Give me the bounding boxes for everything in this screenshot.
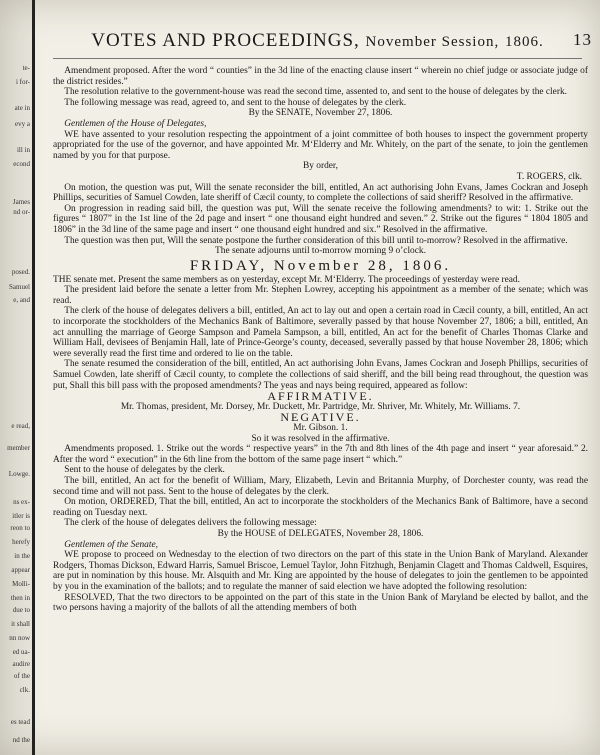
- gutter-fragment: Molli-: [12, 580, 30, 588]
- gutter-fragment: appear: [11, 566, 30, 574]
- text-line: Amendment proposed. After the word “ counties” in the 3d line of the enacting clause insert “ wherein no chief judge or associate judge of the district resides.”: [53, 66, 588, 87]
- text-line: WE have assented to your resolution respecting the appointment of a joint committee of both houses to inspect the government property appropriated for the use of the governor, and have appointed Mr. M‘Elderry and Mr. Whitely, on the part of the senate, to join the gentlemen named by you for that purpose.: [53, 129, 588, 161]
- text-line: By the HOUSE of DELEGATES, November 28, 1806.: [217, 528, 424, 539]
- header-title: VOTES AND PROCEEDINGS,: [91, 30, 360, 51]
- text-line: Mr. Gibson. 1.: [293, 423, 348, 433]
- page-header: [35, 30, 600, 58]
- text-line: Gentlemen of the House of Delegates,: [64, 118, 207, 129]
- document-body: [53, 66, 588, 614]
- gutter-fragment: herefy: [12, 538, 30, 546]
- left-page-gutter: [0, 0, 35, 755]
- gutter-fragment: it shall: [11, 620, 30, 628]
- text-line: The senate resumed the consideration of the bill, entitled, An act authorising John Evans, James Cockran and Joseph Phillips, securities of Samuel Cowden, late sheriff of Cæcil county, to complete the collections of said sheriff, and the bill being read throughout, the question was put, Shall this bill pass with the proposed amendments? The yeas and nays being required, appeared as follow:: [53, 359, 588, 391]
- gutter-fragment: ed ua-: [12, 648, 30, 656]
- text-line: So it was resolved in the affirmative.: [251, 433, 390, 444]
- gutter-fragment: itler is: [12, 512, 30, 520]
- text-line: The question was then put, Will the senate postpone the further consideration of this bill until to-morrow? Resolved in the affirmative.: [64, 235, 568, 246]
- text-line: WE propose to proceed on Wednesday to the election of two directors on the part of this state in the Union Bank of Maryland. Alexander Rodgers, Thomas Dickson, Edward Harris, Samuel Briscoe, Lemuel Taylor, John Fitzhugh, Benjamin Clagett and Thomas Caldwell, Esquires, are put in nomination by this house. Mr. Alsquith and Mr. King are appointed by the house of delegates to join the gentlemen to be appointed by you in the examination of the ballots; and to regulate the manner of said election we have adopted the following resolution:: [53, 550, 588, 592]
- gutter-fragment: es tead: [10, 718, 30, 726]
- gutter-fragment: e, and: [13, 296, 30, 304]
- gutter-fragment: audire: [12, 660, 30, 668]
- gutter-fragment: te-: [22, 64, 30, 72]
- text-line: Gentlemen of the Senate,: [64, 539, 158, 550]
- text-line: The senate adjourns until to-morrow morning 9 o’clock.: [215, 246, 426, 257]
- text-line: RESOLVED, That the two directors to be appointed on the part of this state in the Union Bank of Maryland be elected by ballot, and the two persons having a majority of the ballots of all the attending members of both: [53, 592, 588, 614]
- gutter-fragment: evy a: [15, 120, 30, 128]
- header-rule: [53, 58, 582, 59]
- text-line: THE senate met. Present the same members as on yesterday, except Mr. M‘Elderry. The proceedings of yesterday were read.: [53, 274, 520, 285]
- gutter-fragment: nn now: [9, 634, 30, 642]
- header-session: November Session,: [365, 34, 500, 50]
- text-line: Amendments proposed. 1. Strike out the words “ respective years” in the 7th and 8th lines of the 4th page and insert “ year aforesaid.” 2. After the word “ execution” in the 6th line from the bottom of the same page insert “ which.”: [53, 444, 588, 465]
- gutter-fragment: in the: [14, 552, 30, 560]
- gutter-fragment: reon to: [10, 524, 30, 532]
- text-line: Sent to the house of delegates by the clerk.: [64, 465, 225, 476]
- text-line: The clerk of the house of delegates delivers a bill, entitled, An act to lay out and open a certain road in Cæcil county, a bill, entitled, An act to incorporate the stockholders of the Mechanics Bank of Baltimore, severally passed by that house November 27, 1806; a bill, entitled, An act annulling the marriage of George Sampson and Pamela Sampson, a bill, entitled, An act for the benefit of Charles Thomas Clarke and William Hall, devisees of Benjamin Hall, late of Prince-George’s county, deceased, severally passed by that house November 28, 1806; which were severally read the first time and ordered to lie on the table.: [53, 306, 588, 359]
- text-line: The clerk of the house of delegates delivers the following message:: [64, 518, 317, 529]
- text-line: On motion, the question was put, Will the senate reconsider the bill, entitled, An act authorising John Evans, James Cockran and Joseph Phillips, securities of Samuel Cowden, late sheriff of Cæcil county, to complete the collections of said sheriff? Resolved in the affirmative.: [53, 182, 588, 204]
- text-line: Mr. Thomas, president, Mr. Dorsey, Mr. Duckett, Mr. Partridge, Mr. Shriver, Mr. Whitely, Mr. Williams. 7.: [120, 401, 521, 412]
- text-line: FRIDAY, November 28, 1806.: [189, 257, 452, 274]
- text-line: NEGATIVE.: [280, 410, 361, 425]
- text-line: The president laid before the senate a letter from Mr. Stephen Lowrey, accepting his appointment as a member of the senate; which was read.: [53, 285, 588, 306]
- gutter-fragment: James: [12, 198, 30, 206]
- text-line: The bill, entitled, An act for the benefit of William, Mary, Elizabeth, Levin and Britannia Murphy, of Dorchester county, was read the second time and will not pass. Sent to the house of delegates by the clerk.: [53, 475, 588, 497]
- gutter-fragment: e read,: [11, 422, 30, 430]
- gutter-fragment: of the: [13, 672, 30, 680]
- text-line: By order,: [302, 161, 339, 172]
- gutter-fragment: econd: [13, 160, 30, 168]
- gutter-fragment: due to: [12, 606, 30, 614]
- gutter-fragment: i for-: [15, 78, 30, 86]
- gutter-fragment: posed.: [11, 268, 30, 276]
- text-line: AFFIRMATIVE.: [267, 389, 374, 404]
- gutter-fragment: ill in: [16, 146, 30, 154]
- text-line: On progression in reading said bill, the question was put, Will the senate receive the following amendments? to wit: 1. Strike out the figures “ 1807” in the 1st line of the 2d page and insert “ one thousand eight hundred and seven.” 2. Strike out the figures “ 1804 1805 and 1806” in the 3d line of the same page and insert “ one thousand eight hundred and six.” Resolved in the affirmative.: [53, 203, 588, 235]
- text-line: The following message was read, agreed to, and sent to the house of delegates by the clerk.: [64, 97, 407, 108]
- gutter-fragment: nd the: [12, 736, 30, 744]
- gutter-fragment: nd or-: [13, 208, 30, 216]
- gutter-fragment: then in: [10, 594, 30, 602]
- gutter-fragment: member: [7, 444, 30, 452]
- gutter-fragment: Samuel: [9, 283, 30, 291]
- text-line: The resolution relative to the government-house was read the second time, assented to, and sent to the house of delegates by the clerk.: [64, 87, 567, 98]
- gutter-fragment: clk.: [19, 686, 30, 694]
- gutter-fragment: ate in: [14, 104, 30, 112]
- document-page: [35, 0, 600, 755]
- header-year: 1806.: [504, 34, 544, 50]
- text-line: By the SENATE, November 27, 1806.: [248, 108, 393, 119]
- gutter-fragment: Lowge.: [8, 470, 30, 478]
- text-line: On motion, ORDERED, That the bill, entitled, An act to incorporate the stockholders of the Mechanics Bank of Baltimore, have a second reading on Tuesday next.: [53, 497, 588, 518]
- page-number: 13: [573, 30, 592, 49]
- text-line: T. ROGERS, clk.: [516, 171, 582, 182]
- gutter-fragment: ns ex-: [13, 498, 30, 506]
